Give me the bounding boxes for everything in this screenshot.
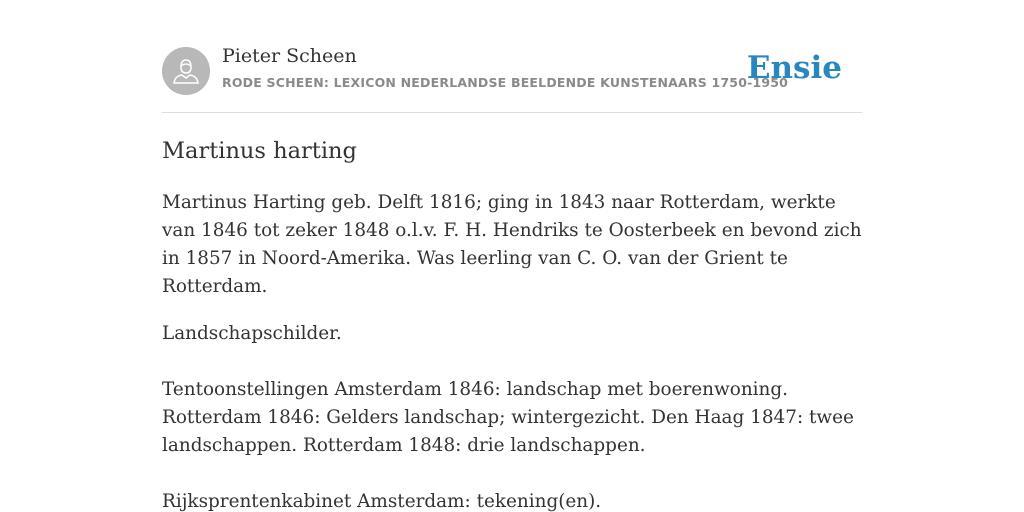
user-avatar-icon [162, 47, 210, 95]
article-header [162, 0, 862, 113]
ensie-logo[interactable]: Ensie [746, 50, 842, 86]
article-card [162, 0, 862, 512]
article-body [162, 189, 862, 512]
article-paragraph-intro: Martinus Harting geb. Delft 1816; ging in 1843 naar Rotterdam, werkte van 1846 tot zeker 1848 o.l.v. F. H. Hendriks te Oosterbeek en bevond zich in 1857 in Noord-Amerika. Was leerling van C. O. van der Grient te Rotterdam. [162, 192, 862, 297]
article-paragraph-details: Landschapschilder. Tentoonstellingen Amsterdam 1846: landschap met boerenwoning. Rotterdam 1846: Gelders landschap; wintergezicht. Den Haag 1847: twee landschappen. Rotterdam 1848: drie landschappen. Rijksprentenkabinet Amsterdam: tekening(en). [162, 323, 854, 512]
source-name[interactable]: RODE SCHEEN: LEXICON NEDERLANDSE BEELDENDE KUNSTENAARS 1750-1950 [222, 75, 789, 90]
author-avatar[interactable] [162, 47, 210, 95]
article-title: Martinus harting [162, 138, 357, 164]
author-name[interactable]: Pieter Scheen [222, 45, 357, 67]
